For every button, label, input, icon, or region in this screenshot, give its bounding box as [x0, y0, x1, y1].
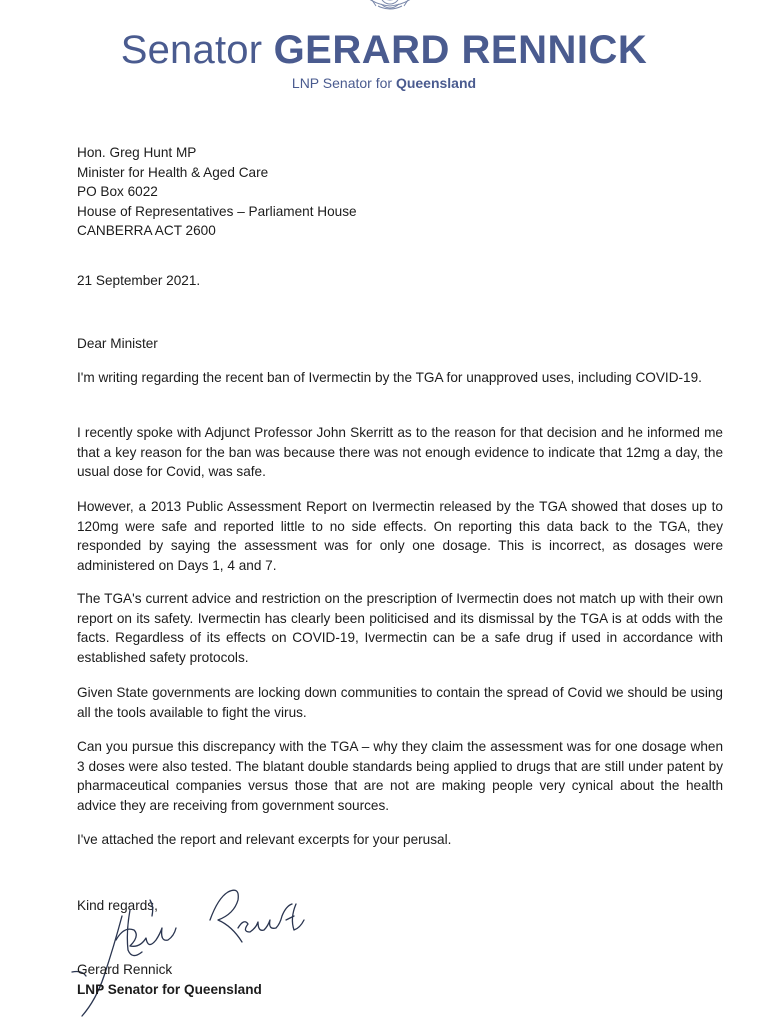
recipient-address: [77, 143, 723, 241]
closing: Kind regards,: [77, 898, 158, 913]
recipient-line: PO Box 6022: [77, 184, 158, 200]
recipient-line: Hon. Greg Hunt MP: [77, 145, 197, 160]
signatory-title: LNP Senator for Queensland: [77, 982, 262, 997]
letterhead-title-prefix: Senator: [120, 28, 263, 72]
recipient-line: CANBERRA ACT 2600: [77, 223, 216, 239]
recipient-line: House of Representatives – Parliament House: [77, 203, 357, 219]
coat-of-arms-crest: [340, 0, 440, 22]
signatory-name: Gerard Rennick: [77, 962, 173, 977]
letterhead-subtitle-state: Queensland: [395, 75, 477, 91]
letter-date: 21 September 2021.: [77, 273, 201, 288]
handwritten-signature: [60, 880, 340, 1024]
salutation: Dear Minister: [77, 336, 158, 351]
recipient-line: Minister for Health & Aged Care: [77, 164, 269, 180]
letterhead-subtitle: [0, 75, 768, 91]
paragraph: The TGA's current advice and restriction on the prescription of Ivermectin does not match up with their own report on its safety. Ivermectin has clearly been politicised and its dismissal by the TGA is at odds with the facts. Regardless of its effects on COVID-19, Ivermectin can be a safe drug if used in accordance with established safety protocols.: [77, 591, 723, 665]
paragraph: Can you pursue this discrepancy with the TGA – why they claim the assessment was for one dosage when 3 doses were also tested. The blatant double standards being applied to drugs that are still under patent by pharmaceutical companies versus those that are not are making people very cynical about the health advice they are receiving from government sources.: [77, 739, 723, 813]
letterhead-subtitle-prefix: LNP Senator for: [291, 75, 393, 91]
letterhead-title-name: GERARD RENNICK: [273, 28, 648, 72]
paragraph: However, a 2013 Public Assessment Report on Ivermectin released by the TGA showed that doses up to 120mg were safe and reported little to no side effects. On reporting this data back to the TGA, they responded by saying the assessment was for only one dosage. This is incorrect, as dosages were administered on Days 1, 4 and 7.: [77, 499, 723, 573]
paragraph: I've attached the report and relevant excerpts for your perusal.: [77, 832, 452, 847]
letterhead-title: [0, 28, 768, 73]
paragraph: I'm writing regarding the recent ban of Ivermectin by the TGA for unapproved uses, including COVID-19.: [77, 370, 702, 385]
paragraph: I recently spoke with Adjunct Professor John Skerritt as to the reason for that decision and he informed me that a key reason for the ban was because there was not enough evidence to indicate that 12mg a day, the usual dose for Covid, was safe.: [77, 425, 723, 480]
paragraph: Given State governments are locking down communities to contain the spread of Covid we should be using all the tools available to fight the virus.: [77, 685, 723, 720]
